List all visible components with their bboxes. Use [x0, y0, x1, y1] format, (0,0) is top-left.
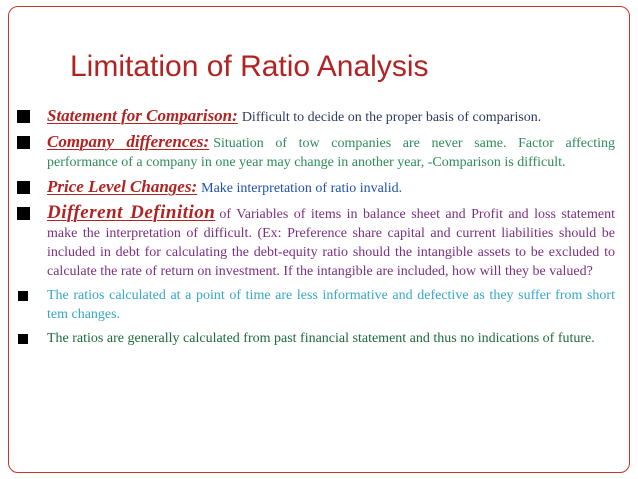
slide-title: Limitation of Ratio Analysis — [70, 50, 429, 83]
item-heading: Price Level Changes: — [47, 177, 198, 196]
square-bullet-icon — [18, 334, 28, 344]
square-bullet-icon — [18, 291, 28, 301]
square-bullet-icon — [17, 207, 30, 220]
item-heading: Different Definition — [47, 202, 216, 223]
square-bullet-icon — [17, 181, 30, 194]
list-item — [17, 329, 615, 348]
item-text: Make interpretation of ratio invalid. — [201, 181, 403, 196]
item-text: The ratios calculated at a point of time are less informative and defective as they suffer from short tem changes. — [47, 288, 615, 322]
list-item — [17, 106, 615, 127]
list-item — [17, 286, 615, 324]
item-heading: Company differences: — [47, 132, 210, 151]
item-text: The ratios are generally calculated from past financial statement and thus no indications of future. — [47, 331, 595, 346]
item-text: Difficult to decide on the proper basis of comparison. — [241, 110, 542, 125]
item-text: of Variables of items in balance sheet and Profit and loss statement make the interpretation of difficult. (Ex: Preference share capital and current liabilities should be included in debt for calculating the debt-equity ratio should the intangible assets to be excluded to calculate the rate of return on investment. If the intangible are included, how will they be valued? — [47, 207, 615, 279]
bullet-list — [17, 106, 615, 353]
item-text: Situation of tow companies are never same. Factor affecting performance of a company in one year may change in another year, -Comparison is difficult. — [47, 136, 615, 170]
list-item — [17, 132, 615, 172]
square-bullet-icon — [17, 136, 30, 149]
item-heading: Statement for Comparison: — [47, 106, 238, 125]
square-bullet-icon — [17, 110, 30, 123]
list-item — [17, 203, 615, 281]
list-item — [17, 177, 615, 198]
